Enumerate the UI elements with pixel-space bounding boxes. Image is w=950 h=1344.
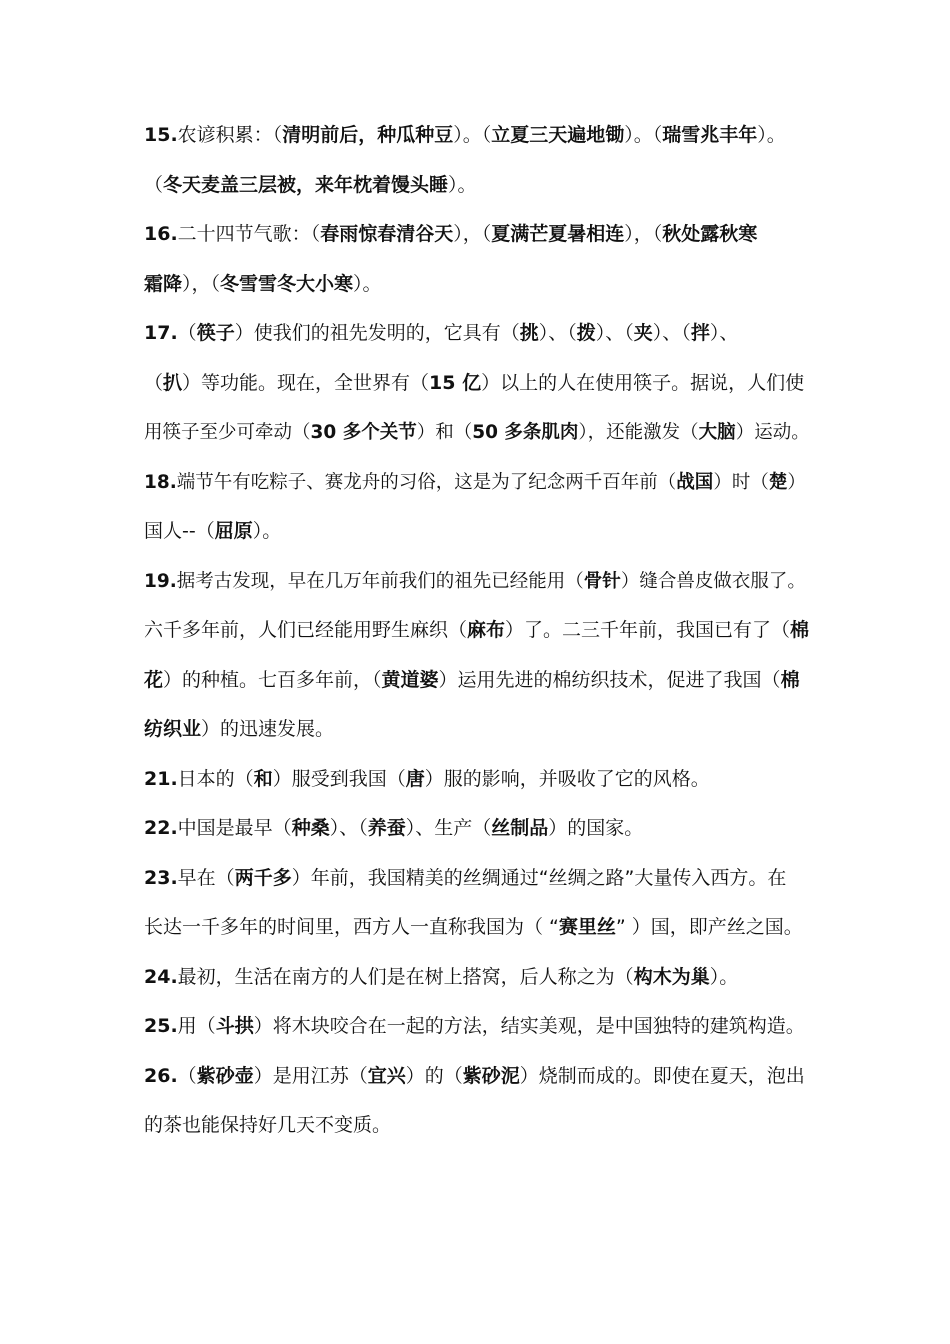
question-item-15 xyxy=(144,111,812,210)
answer-text: 立夏三天遍地锄 xyxy=(491,124,625,146)
text-line xyxy=(144,359,812,409)
text-line xyxy=(144,161,812,211)
text-line xyxy=(144,705,812,755)
question-text: ）。 xyxy=(757,124,786,146)
answer-text: 楚 xyxy=(768,471,788,493)
question-text: ）缝合兽皮做衣服了。 xyxy=(620,570,806,592)
question-text: 农谚积累：（ xyxy=(177,124,283,146)
answer-text: 麻布 xyxy=(467,619,506,641)
question-text: ）年前，我国精美的丝绸通过“丝绸之路”大量传入西方。在 xyxy=(291,866,787,889)
question-text: ）烧制而成的。即使在夏天，泡出 xyxy=(519,1064,805,1087)
answer-text: 骨针 xyxy=(583,570,621,592)
question-text: ）的种植。七百多年前，（ xyxy=(163,668,382,691)
question-text: 端节午有吃粽子、赛龙舟的习俗，这是为了纪念两千百年前（ xyxy=(176,471,677,493)
question-text: 最初，生活在南方的人们是在树上搭窝，后人称之为（ xyxy=(177,965,634,988)
answer-text: 清明前后，种瓜种豆 xyxy=(282,124,454,146)
question-text: ）、（ xyxy=(329,817,368,839)
question-text: ）运动。 xyxy=(735,422,810,443)
answer-text: 唐 xyxy=(405,767,425,790)
text-line xyxy=(144,656,812,706)
question-text: 早在（ xyxy=(177,866,235,889)
question-text: ）等功能。现在，全世界有（ xyxy=(182,371,430,394)
answer-text: 战国 xyxy=(676,471,714,493)
question-text: ）服的影响，并吸收了它的风格。 xyxy=(424,767,710,790)
answer-text: 紫砂壶 xyxy=(196,1064,254,1087)
question-text: 用筷子至少可牵动（ xyxy=(144,422,311,443)
question-text: ）了。二三千年前，我国已有了（ xyxy=(505,619,791,641)
question-text: ）以上的人在使用筷子。据说，人们使 xyxy=(481,371,805,394)
question-text: 六千多年前，人们已经能用野生麻织（ xyxy=(144,619,468,641)
question-list xyxy=(144,111,812,1151)
question-text: ）。 xyxy=(252,520,282,542)
question-item-18 xyxy=(144,458,812,557)
text-line xyxy=(144,458,812,508)
question-text: 据考古发现，早在几万年前我们的祖先已经能用（ xyxy=(176,570,584,592)
question-text: ）、 xyxy=(709,322,739,344)
answer-text: 18. xyxy=(144,471,177,493)
answer-text: 筷子 xyxy=(196,322,235,344)
answer-text: 秋处露秋寒 xyxy=(662,223,758,245)
text-line xyxy=(144,804,812,854)
question-text: ” ）国，即产丝之国。 xyxy=(615,916,803,938)
question-text: ）是用江苏（ xyxy=(253,1064,368,1087)
question-item-26 xyxy=(144,1052,812,1151)
text-line xyxy=(144,309,812,359)
question-text: 长达一千多年的时间里，西方人一直称我国为（ “ xyxy=(144,916,559,938)
answer-text: 黄道婆 xyxy=(381,668,439,691)
answer-text: 霜降 xyxy=(144,272,183,295)
answer-text: 宜兴 xyxy=(367,1064,406,1087)
answer-text: 拨 xyxy=(576,322,596,344)
question-item-25 xyxy=(144,1002,812,1052)
answer-text: 花 xyxy=(144,668,164,691)
question-text: 二十四节气歌：（ xyxy=(177,223,321,245)
answer-text: 23. xyxy=(144,866,178,889)
question-text: ）、（ xyxy=(595,322,634,344)
question-text: ） xyxy=(787,471,806,493)
question-text: （ xyxy=(177,322,197,344)
question-text: （ xyxy=(177,1064,197,1087)
question-text: ）、生产（ xyxy=(405,817,492,839)
answer-text: 斗拱 xyxy=(215,1015,254,1037)
text-line xyxy=(144,854,812,904)
answer-text: 15 亿 xyxy=(429,371,482,394)
question-text: ）。 xyxy=(709,965,739,988)
question-text: ）时（ xyxy=(713,471,769,493)
question-text: ），（ xyxy=(182,272,221,295)
question-text: ），还能激发（ xyxy=(578,422,699,443)
answer-text: 棉 xyxy=(780,668,800,691)
text-line xyxy=(144,1002,812,1052)
question-text: 日本的（ xyxy=(177,767,254,790)
question-text: ）。（ xyxy=(624,124,663,146)
text-line xyxy=(144,210,812,260)
question-item-23 xyxy=(144,854,812,953)
answer-text: 17. xyxy=(144,322,178,344)
question-text: ）使我们的祖先发明的，它具有（ xyxy=(234,322,520,344)
question-item-19 xyxy=(144,557,812,755)
question-item-24 xyxy=(144,953,812,1003)
answer-text: 紫砂泥 xyxy=(462,1064,520,1087)
answer-text: 30 多个关节 xyxy=(310,422,417,443)
text-line xyxy=(144,260,812,310)
answer-text: 15. xyxy=(144,124,178,146)
question-text: ），（ xyxy=(453,223,492,245)
text-line xyxy=(144,507,812,557)
answer-text: 16. xyxy=(144,223,178,245)
answer-text: 和 xyxy=(253,767,273,790)
question-text: ）、（ xyxy=(538,322,577,344)
answer-text: 25. xyxy=(144,1015,178,1037)
answer-text: 屈原 xyxy=(214,520,253,542)
question-text: ）。 xyxy=(353,272,382,295)
question-text: ）将木块咬合在一起的方法，结实美观，是中国独特的建筑构造。 xyxy=(253,1015,805,1037)
answer-text: 种桑 xyxy=(291,817,330,839)
question-text: ）。（ xyxy=(453,124,492,146)
answer-text: 棉 xyxy=(790,619,810,641)
question-text: 国人--（ xyxy=(144,520,215,542)
answer-text: 拌 xyxy=(690,322,710,344)
question-text: （ xyxy=(144,371,164,394)
answer-text: 21. xyxy=(144,767,178,790)
question-text: ）的（ xyxy=(405,1064,463,1087)
answer-text: 26. xyxy=(144,1064,178,1087)
answer-text: 构木为巢 xyxy=(633,965,710,988)
text-line xyxy=(144,557,812,607)
question-item-16 xyxy=(144,210,812,309)
question-text: ）服受到我国（ xyxy=(272,767,406,790)
question-text: 中国是最早（ xyxy=(177,817,292,839)
answer-text: 挑 xyxy=(519,322,539,344)
answer-text: 冬天麦盖三层被，来年枕着馒头睡 xyxy=(163,173,449,196)
question-text: ）、（ xyxy=(652,322,691,344)
text-line xyxy=(144,606,812,656)
answer-text: 冬雪雪冬大小寒 xyxy=(220,272,354,295)
answer-text: 24. xyxy=(144,965,178,988)
text-line xyxy=(144,111,812,161)
question-text: ），（ xyxy=(624,223,663,245)
text-line xyxy=(144,1052,812,1102)
answer-text: 赛里丝 xyxy=(558,916,616,938)
text-line xyxy=(144,903,812,953)
answer-text: 两千多 xyxy=(234,866,292,889)
text-line xyxy=(144,755,812,805)
answer-text: 养蚕 xyxy=(367,817,406,839)
answer-text: 扒 xyxy=(163,371,183,394)
answer-text: 夹 xyxy=(633,322,653,344)
answer-text: 夏满芒夏暑相连 xyxy=(491,223,625,245)
text-line xyxy=(144,1101,812,1151)
answer-text: 50 多条肌肉 xyxy=(472,422,579,443)
question-text: ）的国家。 xyxy=(548,817,644,839)
answer-text: 瑞雪兆丰年 xyxy=(662,124,758,146)
answer-text: 大脑 xyxy=(698,422,736,443)
question-text: ）运用先进的棉纺织技术，促进了我国（ xyxy=(438,668,781,691)
question-text: （ xyxy=(144,173,164,196)
question-item-17 xyxy=(144,309,812,458)
question-text: ）和（ xyxy=(416,422,473,443)
question-text: ）。 xyxy=(448,173,477,196)
question-item-21 xyxy=(144,755,812,805)
answer-text: 丝制品 xyxy=(491,817,549,839)
answer-text: 纺织业 xyxy=(144,718,202,740)
text-line xyxy=(144,408,812,458)
answer-text: 春雨惊春清谷天 xyxy=(320,223,454,245)
question-text: 的茶也能保持好几天不变质。 xyxy=(144,1114,392,1136)
question-text: ）的迅速发展。 xyxy=(201,718,335,740)
question-item-22 xyxy=(144,804,812,854)
text-line xyxy=(144,953,812,1003)
answer-text: 19. xyxy=(144,570,177,592)
answer-text: 22. xyxy=(144,817,178,839)
question-text: 用（ xyxy=(177,1015,216,1037)
